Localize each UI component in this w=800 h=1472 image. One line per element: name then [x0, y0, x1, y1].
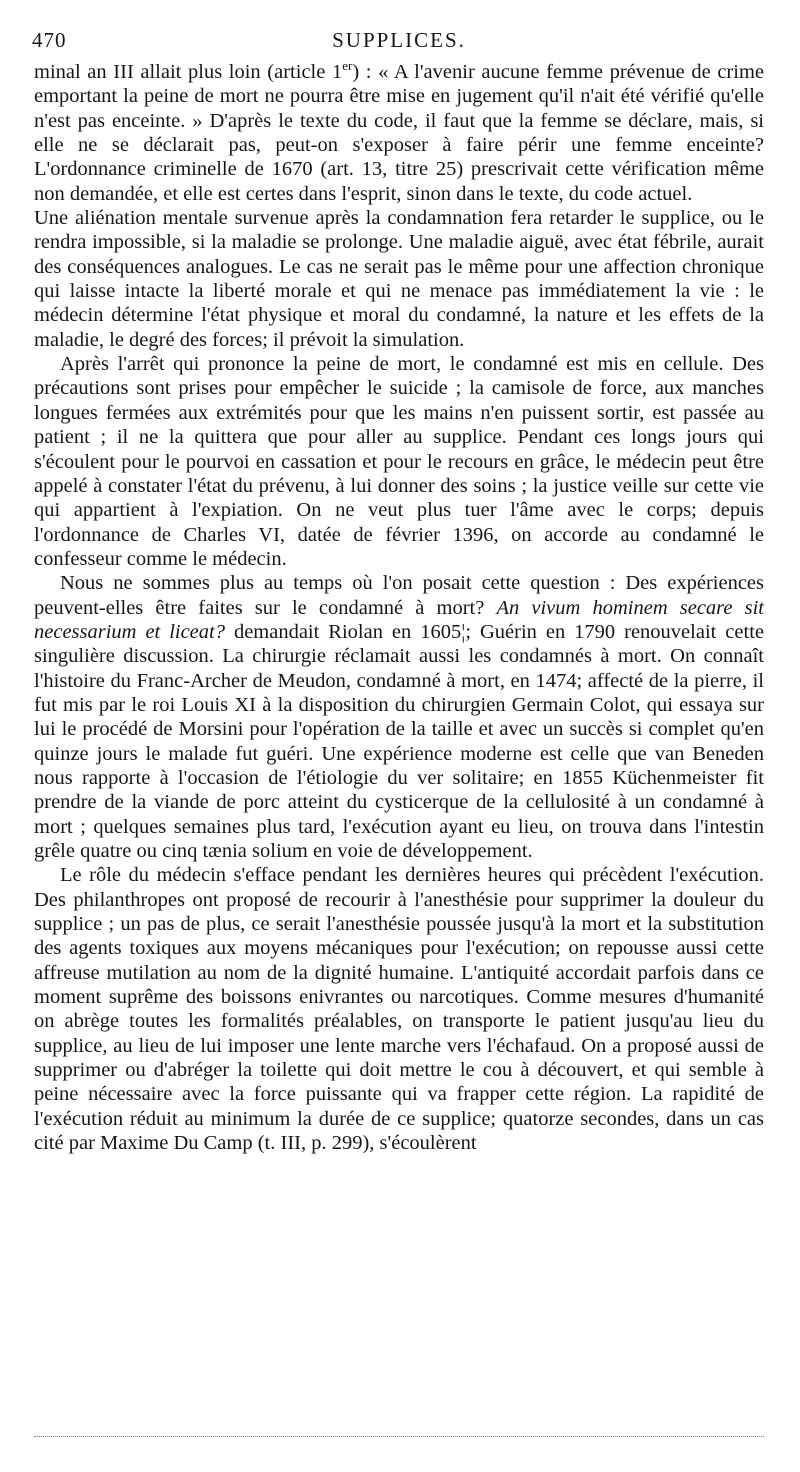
page-number: 470 — [32, 28, 67, 52]
paragraph-execution: Le rôle du médecin s'efface pendant les dernières heures qui précèdent l'exécution. Des philanthropes ont proposé de recourir à l'anesthésie pour supprimer la douleur du supplice ; un pas de plus, ce serait l'anesthésie poussée jusqu'à la mort et la substitution des agents toxiques aux moyens mécaniques pour l'exécution; on repousse aussi cette affreuse mutilation au nom de la dignité humaine. L'antiquité accordait parfois dans ce moment suprême des boissons enivrantes ou narcotiques. Comme mesures d'humanité on abrège toutes les formalités préalables, on transporte le patient jusqu'au lieu du supplice, au lieu de lui imposer une lente marche vers l'échafaud. On a proposé aussi de supprimer ou d'abréger la toilette qui doit mettre le cou à découvert, et qui semble à peine nécessaire avec la force puissante qui va frapper cette région. La rapidité de l'exécution réduit au minimum la durée de ce supplice; quatorze secondes, dans un cas cité par Maxime Du Camp (t. III, p. 299), s'écoulèrent — [34, 864, 764, 1155]
running-head — [34, 28, 764, 56]
paragraph-experiments: Nous ne sommes plus au temps où l'on posait cette question : Des expériences peuvent-elles être faites sur le condamné à mort? An vivum hominem secare sit necessarium et liceat? demandait Riolan en 1605¦; Guérin en 1790 renouvelait cette singulière discussion. La chirurgie réclamait aussi les condamnés à mort. On connaît l'histoire du Franc-Archer de Meudon, condamné à mort, en 1474; affecté de la pierre, il fut mis par le roi Louis XI à la disposition du chirurgien Germain Colot, qui essaya sur lui le procédé de Morsini pour l'opération de la taille et avec un succès si complet qu'en quinze jours le malade fut guéri. Une expérience moderne est celle que van Beneden nous rapporte à l'occasion de l'étiologie du ver solitaire; en 1855 Küchenmeister fit prendre de la viande de porc atteint du cysticerque de la cellulosité à un condamné à mort ; quelques semaines plus tard, l'exécution ayant eu lieu, on trouva dans l'intestin grêle quatre ou cinq tænia solium en voie de développement. — [34, 572, 764, 862]
paragraph-cell: Après l'arrêt qui prononce la peine de mort, le condamné est mis en cellule. Des précautions sont prises pour empêcher le suicide ; la camisole de force, aux manches longues fermées aux extrémités pour que les mains n'en puissent sortir, est passée au patient ; il ne la quittera que pour aller au supplice. Pendant ces longs jours qui s'écoulent pour le pourvoi en cassation et pour le recours en grâce, le médecin peut être appelé à constater l'état du prévenu, à lui donner des soins ; la justice veille sur cette vie qui appartient à l'expiation. On ne veut plus tuer l'âme avec le corps; depuis l'ordonnance de Charles VI, datée de février 1396, on accorde au condamné le confesseur comme le médecin. — [34, 353, 764, 570]
paragraph-mental-illness: Une aliénation mentale survenue après la condamnation fera retarder le supplice, ou le rendra impossible, si la maladie se prolonge. Une maladie aiguë, avec état fébrile, aurait des conséquences analogues. Le cas ne serait pas le même pour une affection chronique qui laisse intacte la liberté morale et qui ne menace pas immédiatement la vie : le médecin détermine l'état physique et moral du condamné, la nature et les effets de la maladie, le degré des forces; il prévoit la simulation. — [34, 207, 764, 351]
paragraph-continuation: minal an III allait plus loin (article 1er) : « A l'avenir aucune femme prévenue de crime emportant la peine de mort ne pourra être mise en jugement qu'il n'ait été vérifié qu'elle n'est pas enceinte. » D'après le texte du code, il faut que la femme se déclare, mais, si elle ne se déclarait pas, peut-on s'exposer à faire périr une femme enceinte? L'ordonnance criminelle de 1670 (art. 13, titre 25) prescrivait cette vérification même non demandée, et elle est certes dans l'esprit, sinon dans le texte, du code actuel. — [34, 58, 764, 205]
chapter-title: SUPPLICES. — [332, 28, 466, 52]
book-page — [34, 28, 764, 1448]
latin-quote: An vivum hominem secare sit necessarium et liceat? — [34, 596, 764, 643]
body-text — [34, 60, 764, 1155]
superscript: er — [342, 58, 353, 74]
footer-rule — [34, 1436, 764, 1437]
